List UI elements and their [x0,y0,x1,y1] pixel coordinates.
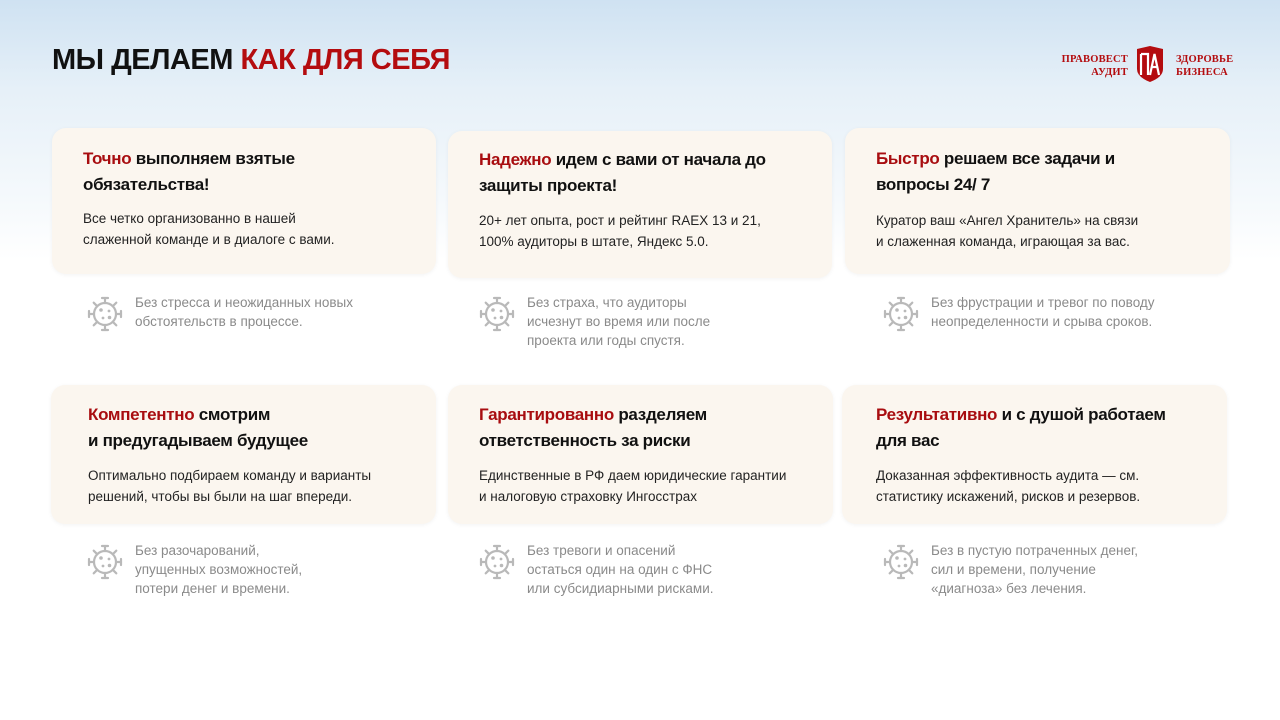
card-desc-line2: и налоговую страховку Ингосстрах [479,489,697,504]
note-text [931,293,1191,331]
card-desc-line1: Куратор ваш «Ангел Хранитель» на связи [876,213,1139,228]
feature-card [52,128,436,274]
card-title-line2: для вас [876,431,940,450]
card-title-rest: решаем все задачи и [939,149,1115,168]
note-line1: Без стресса и неожиданных новых [135,295,353,310]
card-description [876,465,1140,507]
card-desc-line1: Доказанная эффективность аудита — см. [876,468,1140,483]
card-desc-line1: Оптимально подбираем команду и варианты [88,468,372,483]
note-line1: Без фрустрации и тревог по поводу [931,295,1155,310]
card-description [479,210,761,252]
logo-left-text [1060,53,1128,79]
note-line2: обстоятельств в процессе. [135,314,303,329]
card-title-accent: Точно [83,149,132,168]
note-text [931,541,1191,598]
card-title-rest: выполняем взятые [131,149,295,168]
card-title-accent: Надежно [479,150,552,169]
note-line3: или субсидиарными рисками. [527,581,714,596]
virus-icon [86,295,124,333]
card-desc-line1: Все четко организованно в нашей [83,211,296,226]
note-line1: Без страха, что аудиторы [527,295,687,310]
note-text [135,293,395,331]
logo-left-line1: ПРАВОВЕСТ [1061,54,1128,65]
card-desc-line2: слаженной команде и в диалоге с вами. [83,232,335,247]
note-line3: проекта или годы спустя. [527,333,685,348]
note-line2: исчезнут во время или после [527,314,711,329]
card-title-rest: и с душой работаем [997,405,1166,424]
feature-card [845,128,1230,274]
note-line1: Без разочарований, [135,543,260,558]
note-line1: Без тревоги и опасений [527,543,676,558]
feature-card [448,385,833,524]
card-title [88,402,308,454]
card-title [479,402,707,454]
logo-right-text [1176,53,1233,79]
note-line2: остаться один на один с ФНС [527,562,713,577]
card-desc-line2: решений, чтобы вы были на шаг впереди. [88,489,352,504]
virus-icon [478,295,516,333]
card-title-line2: ответственность за риски [479,431,691,450]
card-desc-line1: 20+ лет опыта, рост и рейтинг RAEX 13 и 21, [479,213,761,228]
card-title-accent: Результативно [876,405,998,424]
logo-right-line2: БИЗНЕСА [1176,67,1228,78]
card-description [876,210,1138,252]
card-desc-line2: и слаженная команда, играющая за вас. [876,234,1130,249]
note-text [527,293,787,350]
note-text [135,541,395,598]
card-title [83,146,295,198]
card-desc-line1: Единственные в РФ даем юридические гарантии [479,468,787,483]
logo-right-line1: ЗДОРОВЬЕ [1176,54,1234,65]
card-title-accent: Компетентно [88,405,195,424]
title-accent: КАК ДЛЯ СЕБЯ [240,44,451,76]
card-description [83,208,335,250]
card-title-rest: смотрим [194,405,271,424]
card-title [876,402,1166,454]
card-title [479,147,766,199]
note-line1: Без в пустую потраченных денег, [931,543,1139,558]
note-line2: неопределенности и срыва сроков. [931,314,1153,329]
card-title-rest: идем с вами от начала до [551,150,766,169]
note-text [527,541,787,598]
card-description [88,465,371,507]
card-title [876,146,1115,198]
card-title-accent: Быстро [876,149,940,168]
company-logo [1060,45,1234,85]
card-desc-line2: 100% аудиторы в штате, Яндекс 5.0. [479,234,709,249]
card-title-line2: обязательства! [83,175,210,194]
feature-card [51,385,436,524]
card-title-line2: защиты проекта! [479,176,617,195]
feature-card [448,131,832,278]
card-desc-line2: статистику искажений, рисков и резервов. [876,489,1141,504]
logo-left-line2: АУДИТ [1091,67,1128,78]
card-title-rest: разделяем [613,405,707,424]
card-title-accent: Гарантированно [479,405,614,424]
virus-icon [478,543,516,581]
title-main: МЫ ДЕЛАЕМ [52,44,233,76]
virus-icon [882,543,920,581]
card-description [479,465,786,507]
note-line3: «диагноза» без лечения. [931,581,1087,596]
shield-logo-icon [1135,45,1165,83]
card-title-line2: и предугадываем будущее [88,431,308,450]
card-title-line2: вопросы 24/ 7 [876,175,991,194]
note-line2: упущенных возможностей, [135,562,303,577]
virus-icon [86,543,124,581]
feature-card [842,385,1227,524]
note-line3: потери денег и времени. [135,581,290,596]
note-line2: сил и времени, получение [931,562,1096,577]
virus-icon [882,295,920,333]
page-title [52,44,450,77]
